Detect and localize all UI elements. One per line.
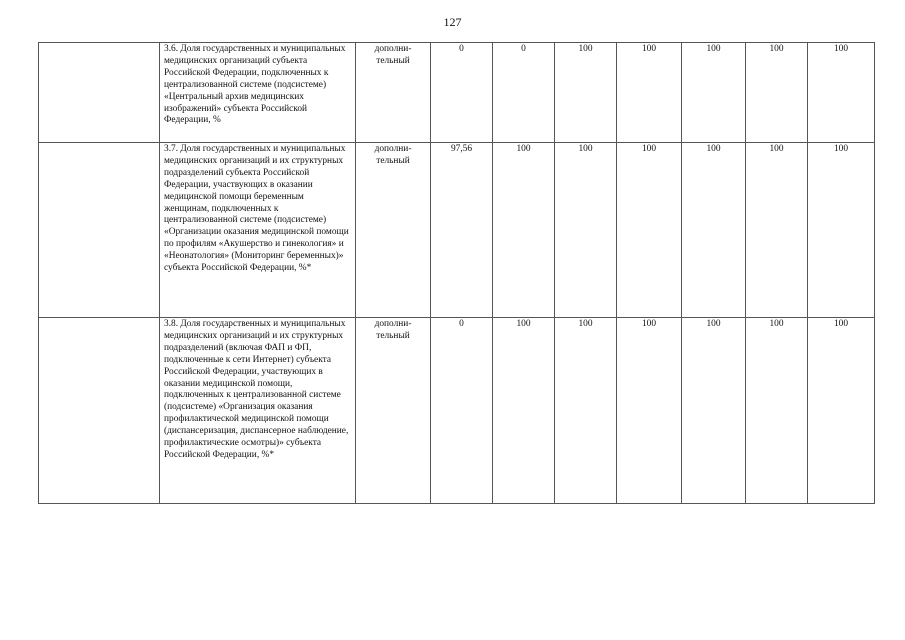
value-cell: 0: [431, 318, 493, 504]
value-cell: 100: [617, 43, 682, 143]
value-cell: 100: [682, 43, 746, 143]
indicator-name-cell: 3.6. Доля государственных и муниципальных медицинских организаций субъекта Российской Федерации, подключенных к централизованной системе (подсистеме) «Центральный архив медицинских изображений» субъекта Российской Федерации, %: [160, 43, 356, 143]
value-cell: 97,56: [431, 143, 493, 318]
indicators-table: [38, 42, 875, 504]
value-cell: 100: [746, 43, 808, 143]
value-cell: 0: [493, 43, 555, 143]
indicator-name-cell: 3.8. Доля государственных и муниципальных медицинских организаций и их структурных подразделений (включая ФАП и ФП, подключенные к сети Интернет) субъекта Российской Федерации, участвующих в оказании медицинской помощи, подключенных к централизованной системе (подсистеме) «Организация оказания профилактической медицинской помощи (диспансеризация, диспансерное наблюдение, профилактические осмотры)» субъекта Российской Федерации, %*: [160, 318, 356, 504]
value-cell: 100: [808, 143, 875, 318]
empty-cell: [39, 318, 160, 504]
value-cell: 100: [746, 143, 808, 318]
table-row: [39, 318, 875, 504]
value-cell: 100: [682, 318, 746, 504]
value-cell: 100: [493, 143, 555, 318]
value-cell: 100: [682, 143, 746, 318]
empty-cell: [39, 143, 160, 318]
value-cell: 0: [431, 43, 493, 143]
value-cell: 100: [555, 318, 617, 504]
value-cell: 100: [555, 43, 617, 143]
value-cell: 100: [555, 143, 617, 318]
value-cell: 100: [617, 318, 682, 504]
table-row: [39, 143, 875, 318]
value-cell: 100: [617, 143, 682, 318]
value-cell: 100: [808, 43, 875, 143]
empty-cell: [39, 43, 160, 143]
indicator-type-cell: дополни-тельный: [356, 43, 431, 143]
table-row: [39, 43, 875, 143]
page-number: 127: [443, 15, 462, 29]
value-cell: 100: [746, 318, 808, 504]
indicator-type-cell: дополни-тельный: [356, 318, 431, 504]
indicator-type-cell: дополни-тельный: [356, 143, 431, 318]
value-cell: 100: [493, 318, 555, 504]
indicator-name-cell: 3.7. Доля государственных и муниципальных медицинских организаций и их структурных подразделений субъекта Российской Федерации, участвующих в оказании медицинской помощи беременным женщинам, подключенных к централизованной системе (подсистеме) «Организации оказания медицинской помощи по профилям «Акушерство и гинекология» и «Неонатология» (Мониторинг беременных)» субъекта Российской Федерации, %*: [160, 143, 356, 318]
value-cell: 100: [808, 318, 875, 504]
